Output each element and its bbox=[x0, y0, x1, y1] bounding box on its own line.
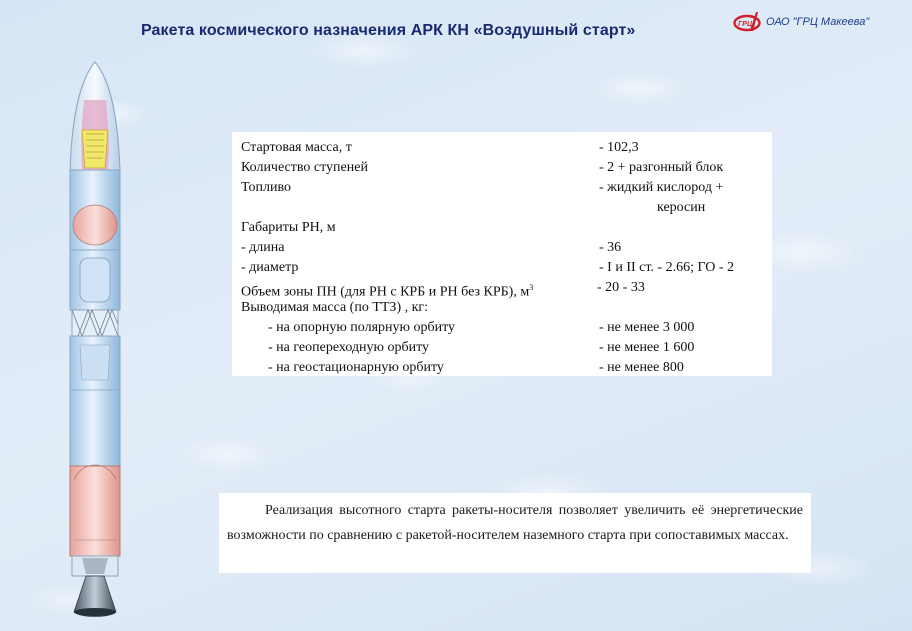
spec-row-fuel bbox=[232, 178, 772, 198]
spec-row-length bbox=[232, 238, 772, 258]
company-logo bbox=[733, 9, 869, 35]
air-launch-note bbox=[219, 493, 811, 573]
spec-value: керосин bbox=[657, 200, 706, 215]
spec-value: - не менее 800 bbox=[599, 360, 684, 375]
page-title: Ракета космического назначения АРК КН «Воздушный старт» bbox=[141, 22, 636, 39]
spec-label: - на опорную полярную орбиту bbox=[268, 320, 456, 335]
spec-row-fuel-cont bbox=[232, 198, 772, 218]
specifications-box bbox=[232, 132, 772, 376]
company-name: ОАО "ГРЦ Макеева" bbox=[766, 16, 870, 28]
spec-value: - 36 bbox=[599, 240, 622, 255]
spec-value: - 102,3 bbox=[599, 140, 639, 155]
spec-row-payload-volume bbox=[232, 278, 772, 298]
spec-row-polar-orbit bbox=[232, 318, 772, 338]
rocket-cutaway-illustration bbox=[52, 60, 138, 620]
spec-row-diameter bbox=[232, 258, 772, 278]
spec-label: - на геостационарную орбиту bbox=[268, 360, 444, 375]
spec-label: Стартовая масса, т bbox=[241, 140, 352, 155]
spec-label: - диаметр bbox=[241, 260, 299, 275]
grc-makeev-logo-icon bbox=[733, 10, 763, 34]
spec-label: Топливо bbox=[241, 180, 291, 195]
logo-mark-text: ГРЦ bbox=[738, 21, 753, 28]
spec-value: - не менее 3 000 bbox=[599, 320, 695, 335]
spec-row-geo bbox=[232, 358, 772, 378]
spec-row-gto bbox=[232, 338, 772, 358]
spec-label-text: Объем зоны ПН (для РН с КРБ и РН без КРБ), м bbox=[241, 284, 530, 300]
spec-label: Габариты РН, м bbox=[241, 220, 336, 235]
spec-value: - 20 - 33 bbox=[597, 280, 645, 295]
spec-row-launch-mass bbox=[232, 138, 772, 158]
spec-label: - длина bbox=[241, 240, 285, 255]
spec-value: - не менее 1 600 bbox=[599, 340, 695, 355]
spec-row-dimensions bbox=[232, 218, 772, 238]
spec-label: Выводимая масса (по ТТЗ) , кг: bbox=[241, 300, 429, 315]
spec-label: - на геопереходную орбиту bbox=[268, 340, 430, 355]
spec-value: - I и II ст. - 2.66; ГО - 2 bbox=[599, 260, 734, 275]
spec-row-payload-mass bbox=[232, 298, 772, 318]
superscript-exponent: 3 bbox=[529, 283, 534, 292]
spec-value: - жидкий кислород + bbox=[599, 180, 724, 195]
note-text: Реализация высотного старта ракеты-носителя позволяет увеличить её энергетические возможности по сравнению с ракетой-носителем наземного старта при сопоставимых массах. bbox=[227, 503, 803, 543]
spec-value: - 2 + разгонный блок bbox=[599, 160, 724, 175]
spec-row-stages bbox=[232, 158, 772, 178]
spec-label: Количество ступеней bbox=[241, 160, 368, 175]
